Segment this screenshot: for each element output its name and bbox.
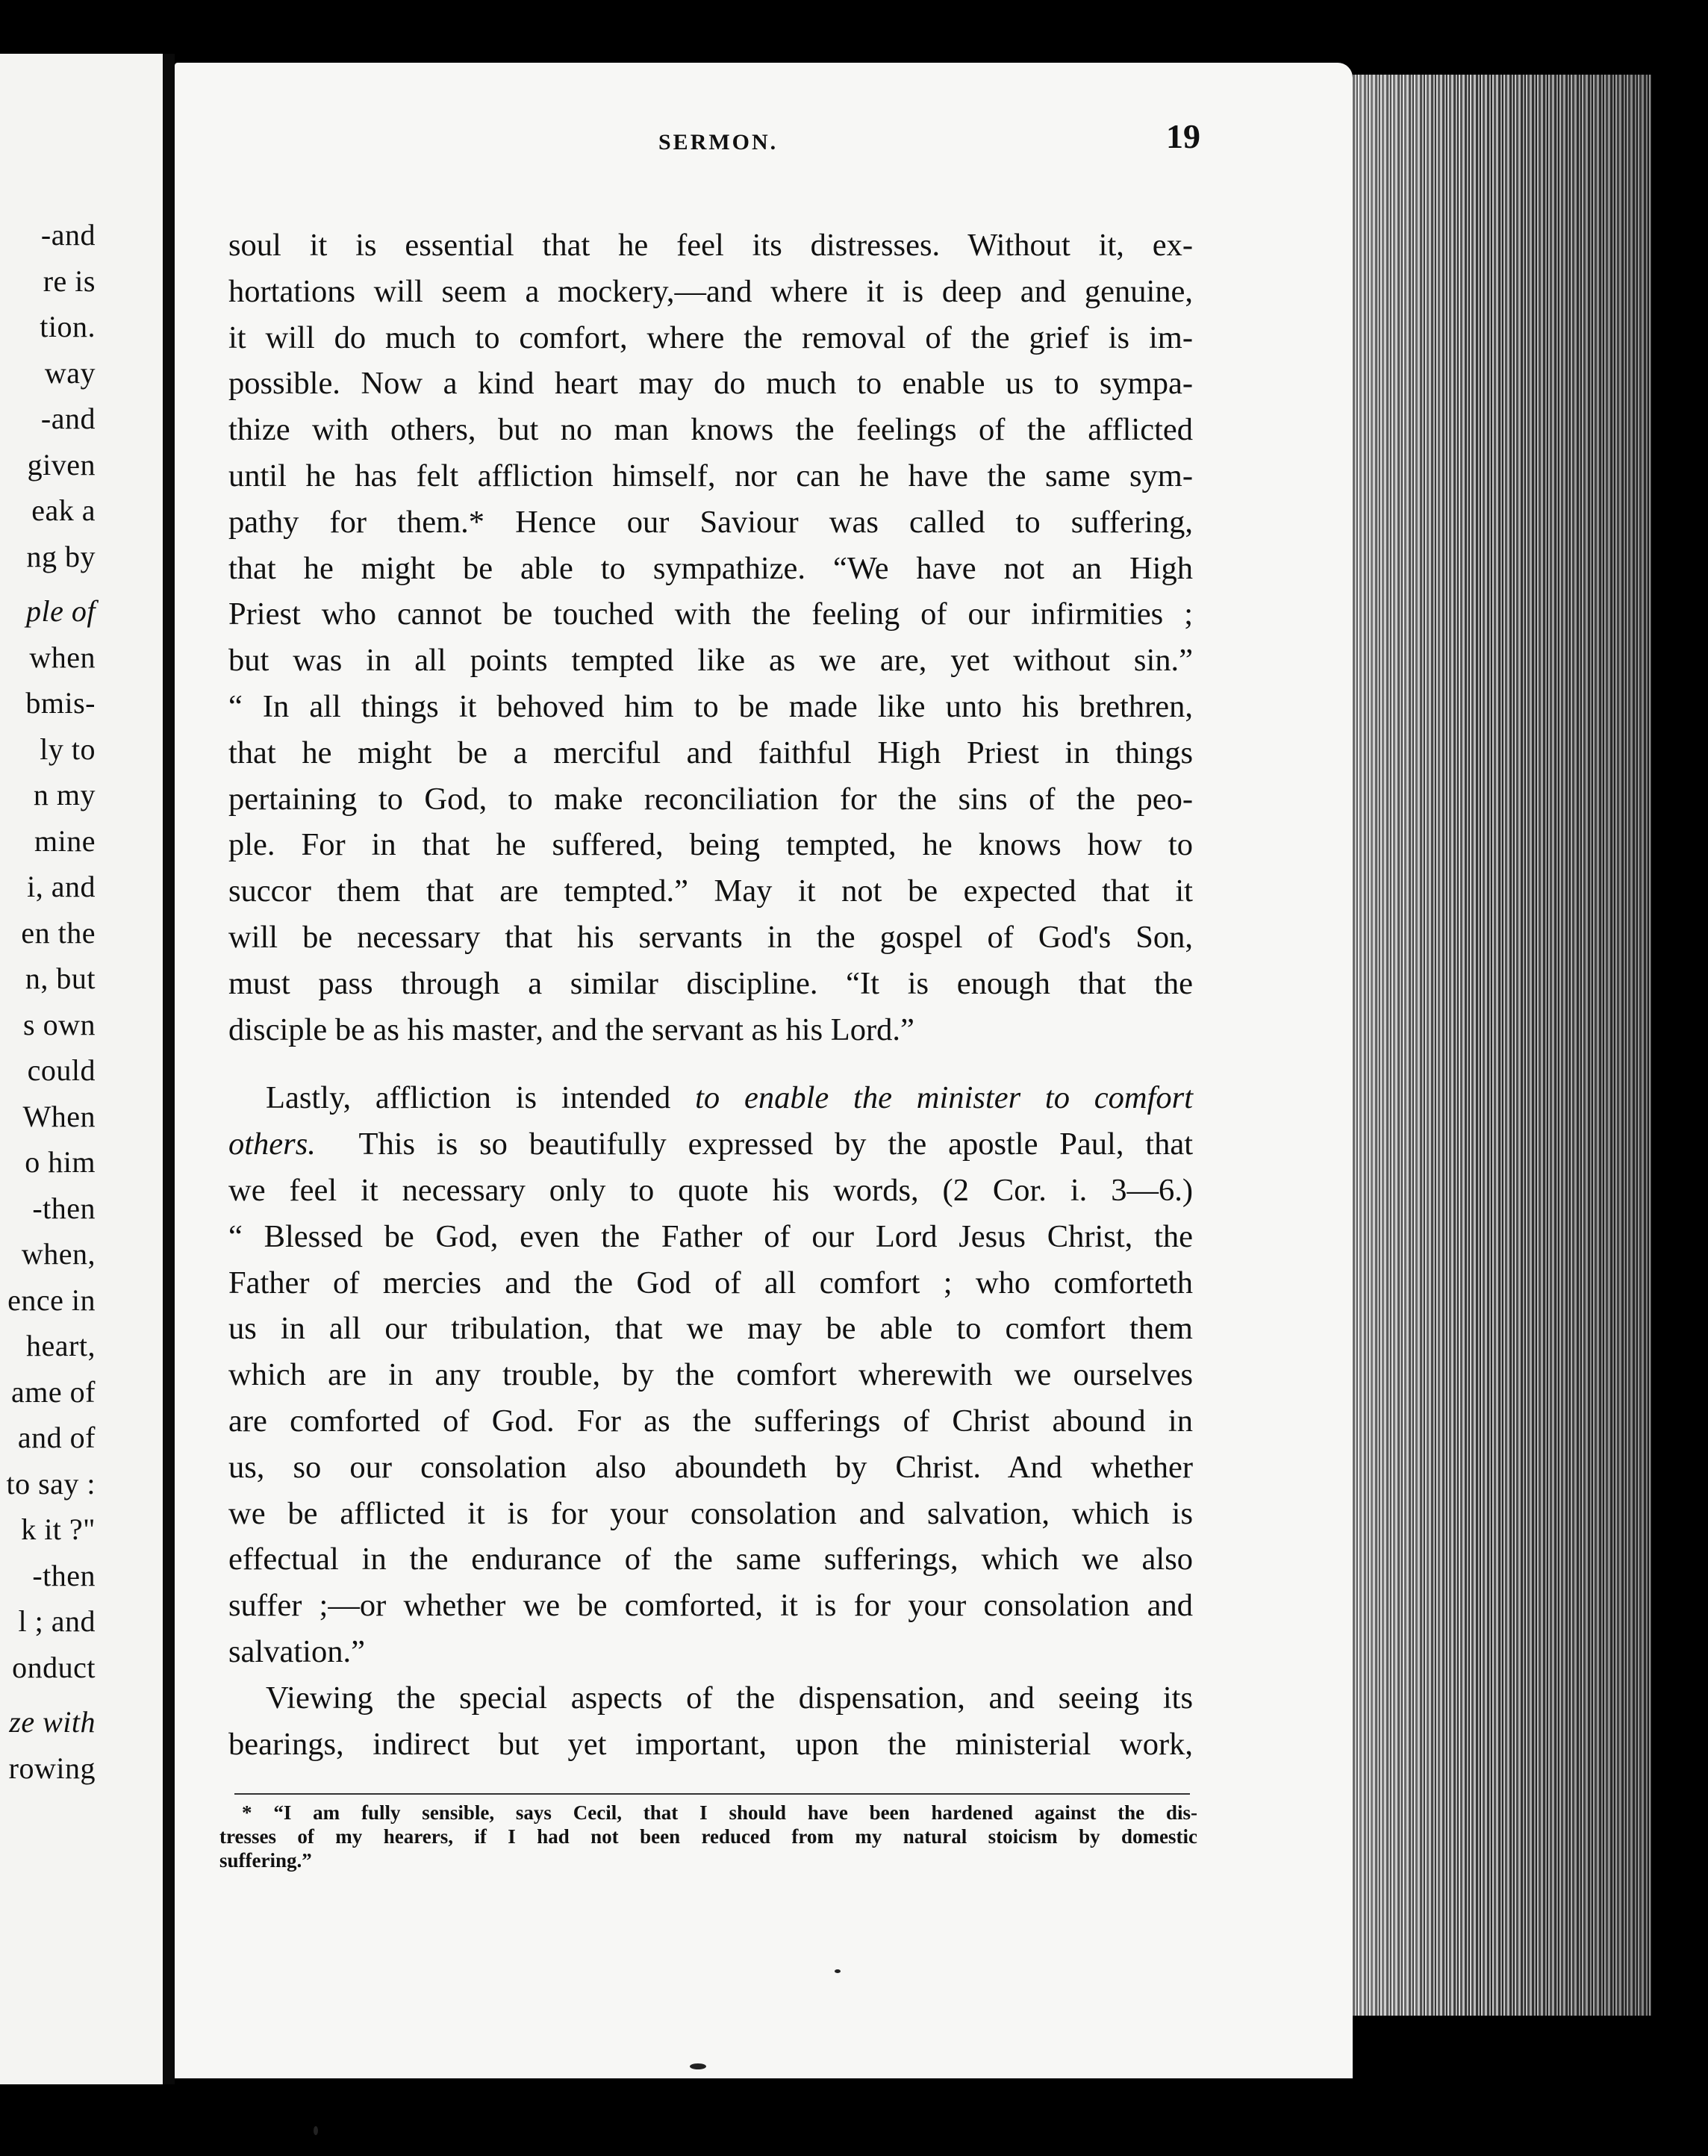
left-page-fragment: ly to xyxy=(40,732,96,766)
text-line: “ In all things it behoved him to be made like unto his brethren, xyxy=(228,688,1193,724)
left-page-fragment: ze with xyxy=(9,1705,96,1739)
left-page-fragment: tion. xyxy=(40,310,96,343)
lastly-italic-others: others. xyxy=(228,1127,316,1162)
left-page-fragment: When xyxy=(22,1099,96,1133)
page-number: 19 xyxy=(1166,117,1200,155)
left-page-fragment: could xyxy=(27,1053,96,1087)
text-line: we be afflicted it is for your consolation and salvation, which is xyxy=(228,1495,1193,1531)
text-line: us, so our consolation also aboundeth by Christ. And whether xyxy=(228,1449,1193,1485)
left-page-fragment: way xyxy=(44,355,96,390)
left-page-fragment: mine xyxy=(34,823,96,858)
footnote xyxy=(219,1801,1197,1872)
left-page-fragment: l ; and xyxy=(18,1604,96,1638)
left-page-fragment: -then xyxy=(32,1558,96,1592)
left-page-fragment: en the xyxy=(21,915,96,950)
text-line: Viewing the special aspects of the dispensation, and seeing its xyxy=(266,1680,1193,1716)
left-page-fragment: and of xyxy=(17,1421,96,1454)
text-line: disciple be as his master, and the servant as his Lord.” xyxy=(228,1012,914,1047)
left-page-fragment: ence in xyxy=(7,1283,96,1317)
body-text xyxy=(228,222,1193,1767)
text-line: that he might be able to sympathize. “We have not an High xyxy=(228,550,1193,586)
left-page-fragment: ame of xyxy=(11,1374,96,1409)
text-line: us in all our tribulation, that we may be able to comfort them xyxy=(228,1311,1193,1347)
left-page-fragment: i, and xyxy=(27,870,96,903)
text-line: we feel it necessary only to quote his words, (2 Cor. i. 3—6.) xyxy=(228,1172,1193,1208)
left-page-fragment: ng by xyxy=(26,539,96,573)
text-line: are comforted of God. For as the sufferings of Christ abound in xyxy=(228,1403,1193,1439)
text-line: hortations will seem a mockery,—and where it is deep and genuine, xyxy=(228,273,1193,309)
book-gutter xyxy=(163,54,175,2084)
left-page-fragment: given xyxy=(27,447,96,482)
lastly-second-line-rest: This is so beautifully expressed by the apostle Paul, that xyxy=(358,1127,1194,1162)
left-page-fragment: when xyxy=(29,640,96,674)
left-page-fragment: -then xyxy=(32,1191,96,1225)
text-line: it will do much to comfort, where the removal of the grief is im- xyxy=(228,320,1193,355)
left-page-fragment: n my xyxy=(33,778,96,811)
page-edge-shading xyxy=(1353,75,1651,2016)
print-speck xyxy=(835,1969,841,1973)
left-page-text-fragments xyxy=(6,212,96,1791)
footnote-line: suffering.” xyxy=(219,1849,312,1872)
text-line: will be necessary that his servants in the gospel of God's Son, xyxy=(228,919,1193,955)
text-line: suffer ;—or whether we be comforted, it is for your consolation and xyxy=(228,1588,1193,1624)
text-line: must pass through a similar discipline. “It is enough that the xyxy=(228,965,1193,1001)
left-page-fragment: -and xyxy=(40,402,96,435)
text-line: pathy for them.* Hence our Saviour was called to suffering, xyxy=(228,504,1193,540)
text-line: soul it is essential that he feel its distresses. Without it, ex- xyxy=(228,228,1193,263)
text-line: possible. Now a kind heart may do much to enable us to sympa- xyxy=(228,366,1193,402)
right-page xyxy=(175,63,1353,2078)
left-page-fragment: to say : xyxy=(6,1466,96,1501)
footnote-line: tresses of my hearers, if I had not been reduced from my natural stoicism by domestic xyxy=(219,1825,1197,1848)
text-line: Father of mercies and the God of all comfort ; who comforteth xyxy=(228,1265,1193,1300)
left-page-fragment: k it ?" xyxy=(21,1512,96,1546)
footnote-line: * “I am fully sensible, says Cecil, that I should have been hardened against the dis- xyxy=(242,1801,1197,1824)
text-line: pertaining to God, to make reconciliation for the sins of the peo- xyxy=(228,781,1193,817)
running-head-title: SERMON. xyxy=(658,130,779,155)
left-page xyxy=(0,54,163,2084)
text-line: bearings, indirect but yet important, upon the ministerial work, xyxy=(228,1726,1193,1762)
left-page-fragment: o him xyxy=(25,1145,96,1179)
left-page-fragment: -and xyxy=(40,218,96,252)
text-line: “ Blessed be God, even the Father of our Lord Jesus Christ, the xyxy=(228,1218,1193,1254)
text-line: but was in all points tempted like as we are, yet without sin.” xyxy=(228,643,1193,679)
left-page-fragment: s own xyxy=(23,1007,96,1041)
print-speck xyxy=(314,2126,318,2135)
lastly-prefix: Lastly, affliction is intended xyxy=(266,1080,671,1116)
left-page-fragment: n, but xyxy=(25,962,96,995)
paragraph-lastly-second-line xyxy=(228,1121,1193,1168)
text-line: succor them that are tempted.” May it not be expected that it xyxy=(228,873,1193,909)
left-page-fragment: re is xyxy=(43,264,96,298)
text-line: that he might be a merciful and faithful High Priest in things xyxy=(228,735,1193,770)
left-page-fragment: bmis- xyxy=(25,686,96,720)
print-speck xyxy=(690,2063,706,2069)
text-line: which are in any trouble, by the comfort wherewith we ourselves xyxy=(228,1357,1193,1393)
left-page-fragment: eak a xyxy=(31,493,96,527)
left-page-fragment: ple of xyxy=(26,594,96,628)
left-page-fragment: heart, xyxy=(26,1329,96,1362)
text-line: effectual in the endurance of the same sufferings, which we also xyxy=(228,1542,1193,1577)
footnote-rule xyxy=(234,1793,1190,1795)
text-line: until he has felt affliction himself, nor can he have the same sym- xyxy=(228,458,1193,493)
left-page-fragment: when, xyxy=(21,1237,96,1271)
text-line: thize with others, but no man knows the feelings of the afflicted xyxy=(228,412,1193,448)
text-line: Priest who cannot be touched with the feeling of our infirmities ; xyxy=(228,596,1193,632)
left-page-fragment: onduct xyxy=(12,1650,96,1684)
text-line: ple. For in that he suffered, being tempted, he knows how to xyxy=(228,827,1193,863)
left-page-fragment: rowing xyxy=(8,1751,96,1785)
lastly-italic-phrase: to enable the minister to comfort xyxy=(695,1080,1194,1116)
text-line: salvation.” xyxy=(228,1633,365,1669)
paragraph-lastly-first-line xyxy=(228,1075,1193,1121)
